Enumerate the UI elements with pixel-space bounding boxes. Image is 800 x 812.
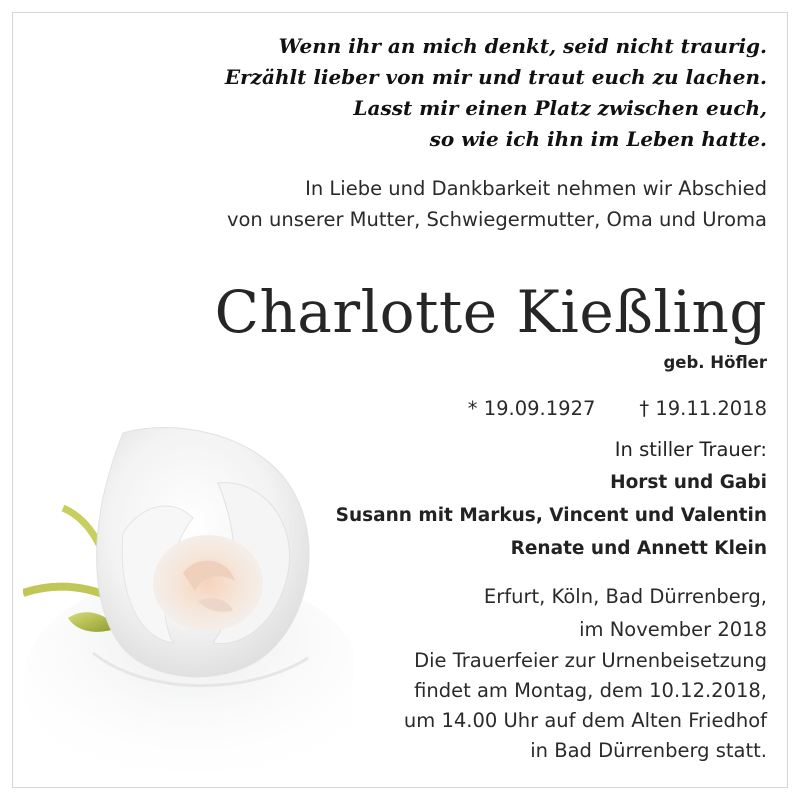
poem-line: Wenn ihr an mich denkt, seid nicht traurig. — [278, 34, 767, 58]
mourner-name: Susann mit Markus, Vincent und Valentin — [335, 505, 767, 526]
funeral-line: in Bad Dürrenberg statt. — [530, 739, 767, 762]
maiden-name: geb. Höfler — [663, 353, 767, 372]
poem-line: so wie ich ihn im Leben hatte. — [429, 127, 767, 151]
death-date: † 19.11.2018 — [639, 397, 767, 420]
mourner-name: Horst und Gabi — [610, 472, 767, 493]
life-dates — [468, 397, 767, 420]
obituary-notice — [12, 12, 788, 788]
farewell-intro — [227, 173, 767, 235]
funeral-line: um 14.00 Uhr auf dem Alten Friedhof — [403, 709, 767, 732]
poem-line: Erzählt lieber von mir und traut euch zu lachen. — [224, 65, 767, 89]
deceased-name: Charlotte Kießling — [214, 278, 767, 346]
intro-line: von unserer Mutter, Schwiegermutter, Oma und Uroma — [226, 208, 767, 231]
place-and-date — [484, 580, 767, 646]
funeral-line: findet am Montag, dem 10.12.2018, — [414, 679, 767, 702]
mourners-heading: In stiller Trauer: — [614, 438, 767, 461]
funeral-info — [404, 646, 767, 766]
mourner-name: Renate und Annett Klein — [510, 538, 767, 559]
date-line: im November 2018 — [579, 618, 767, 641]
intro-line: In Liebe und Dankbarkeit nehmen wir Abschied — [305, 177, 767, 200]
white-rose-image — [23, 423, 353, 785]
birth-date: * 19.09.1927 — [467, 397, 596, 420]
place-line: Erfurt, Köln, Bad Dürrenberg, — [483, 585, 767, 608]
poem-line: Lasst mir einen Platz zwischen euch, — [353, 96, 767, 120]
funeral-line: Die Trauerfeier zur Urnenbeisetzung — [414, 649, 767, 672]
poem — [225, 31, 767, 155]
mourners — [336, 433, 767, 565]
